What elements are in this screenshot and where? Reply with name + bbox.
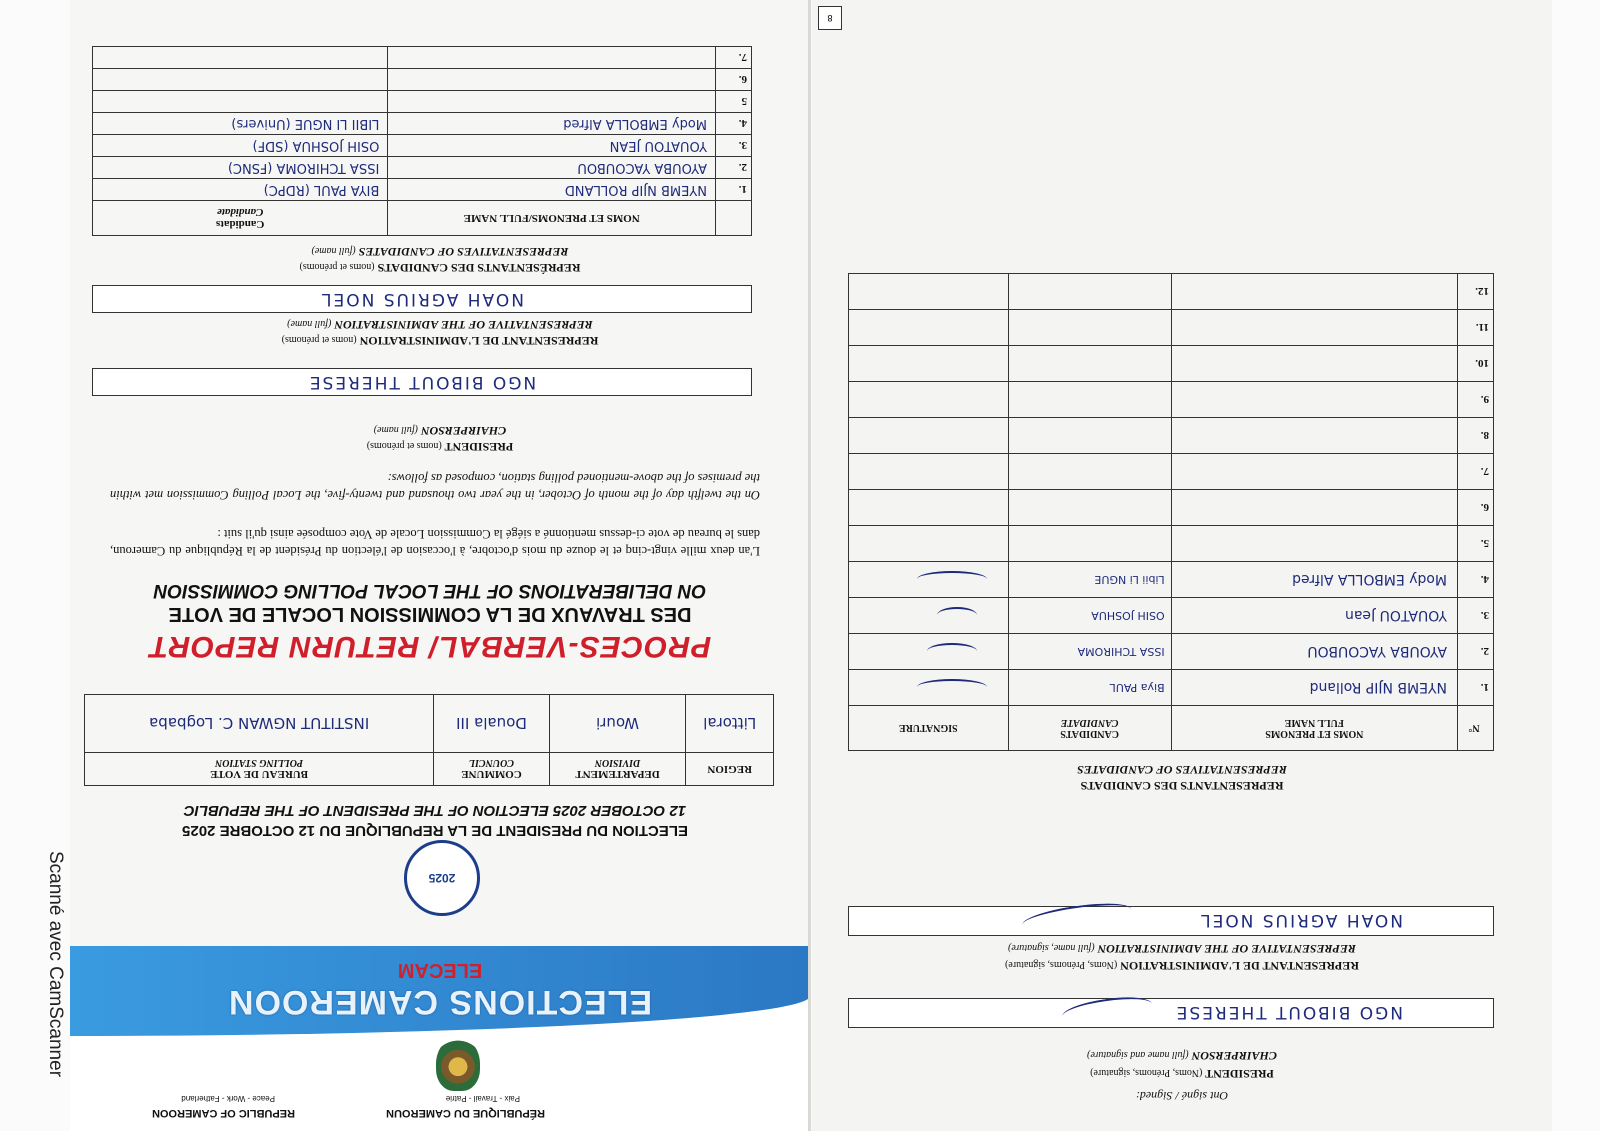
admin-field: NOAH AGRIUS NOEL (92, 285, 752, 313)
table-row: 8. (849, 418, 1494, 454)
table-row: 9. (849, 382, 1494, 418)
signature-icon (849, 598, 1009, 634)
table-row: 4. Mody EMBOLLA Alfred LIBII LI NGUE (Univers) (93, 113, 752, 135)
table-row: 12. (849, 274, 1494, 310)
motto-en: Peace - Work - Fatherland (181, 1094, 275, 1103)
header-polling-station: BUREAU DE VOTE POLLING STATION (85, 753, 434, 786)
signature-icon (849, 634, 1009, 670)
org-abbr: ELECAM (397, 959, 483, 981)
table-row: 6. (93, 69, 752, 91)
table-row: 1. NYEMB NJIP Rolland Biya PAUL (849, 670, 1494, 706)
scanner-watermark: Scanné avec CamScanner (45, 851, 66, 1078)
president-label: PRESIDENT (noms et prénoms) (366, 440, 514, 454)
region-value: Littoral (686, 695, 774, 753)
report-subtitle-fr: DES TRAVAUX DE LA COMMISSION LOCALE DE VOTE (168, 603, 692, 625)
letterhead (70, 956, 810, 1131)
department-value: Wouri (549, 695, 686, 753)
table-row: 6. (849, 490, 1494, 526)
r-candidates-label-en: REPRESENTATIVES OF CANDIDATES (1077, 763, 1287, 777)
signed-label: Ont signé / Signed: (1135, 1089, 1229, 1103)
table-row: 5 (93, 91, 752, 113)
table-row: 3. YOUATOU Jean OSIH JOSHUA (849, 598, 1494, 634)
table-row: 5. (849, 526, 1494, 562)
intro-paragraph-fr: L'an deux mille vingt-cinq et le douze du mois d'octobre, à l'occasion de l'élection du Président de la République du Cameroun, dans le bureau de vote ci-dessus mentionné a siégé la Commission Locale de Vote composée ainsi qu'il suit : (110, 527, 760, 558)
col-full-name: NOMS ET PRENOMS FULL NAME (1171, 706, 1457, 751)
representatives-signature-table (848, 273, 1494, 751)
r-admin-label: REPRESENTANT DE L'ADMINISTRATION (Noms, Prénoms, signature) (1005, 959, 1359, 973)
r-president-field: NGO BIBOUT THERESE (848, 998, 1494, 1028)
col-full-name: NOMS ET PRENOMS/FULL NAME (388, 201, 716, 236)
right-page (812, 0, 1552, 1131)
r-admin-label-en: REPRESENTATIVE OF THE ADMINISTRATION (full name, signature) (1008, 942, 1356, 956)
col-candidate: Candidats Candidate (93, 201, 388, 236)
signature-icon (849, 562, 1009, 598)
col-signature: SIGNATURE (849, 706, 1009, 751)
election-title-fr: ELECTION DU PRESIDENT DE LA REPUBLIQUE DU 12 OCTOBRE 2025 (182, 822, 688, 839)
table-row: 4. Mody EMBOLLA Alfred Libii Li NGUE (849, 562, 1494, 598)
republic-en: REPUBLIC OF CAMEROON (152, 1107, 295, 1119)
table-row: 3. YOUATOU JEAN OSIH JOSHUA (SDF) (93, 135, 752, 157)
table-row: 2. AYOUBA YACOUBOU ISSA TCHIROMA (FSNC) (93, 157, 752, 179)
table-row: 2. AYOUBA YACOUBOU ISSA TCHIROMA (849, 634, 1494, 670)
table-row: 11. (849, 310, 1494, 346)
table-row: 7. (849, 454, 1494, 490)
motto-fr: Paix - Travail - Patrie (445, 1094, 520, 1103)
president-field: NGO BIBOUT THERESE (92, 368, 752, 396)
col-number: N° (1458, 706, 1494, 751)
admin-label-en: REPRESENTATIVE OF THE ADMINISTRATION (full name) (287, 318, 593, 332)
election-title-en: 12 OCTOBER 2025 ELECTION OF THE PRESIDENT OF THE REPUBLIC (183, 802, 687, 819)
candidates-label: REPRÉSENTANTS DES CANDIDATS (noms et prénoms) (299, 261, 581, 275)
r-chairperson-label: CHAIRPERSON (full name and signature) (1087, 1049, 1277, 1063)
table-row: 1. NYEMB NJIP ROLLAND BIYA PAUL (RDPC) (93, 179, 752, 201)
election-2025-logo-icon: 2025 (404, 840, 480, 916)
chairperson-label: CHAIRPERSON (full name) (373, 424, 507, 438)
coat-of-arms-icon (436, 1037, 480, 1091)
candidates-label-en: REPRESENTATIVES OF CANDIDATES (full name) (311, 245, 569, 259)
r-admin-field: NOAH AGRIUS NOEL (848, 906, 1494, 936)
left-page (70, 0, 810, 1131)
candidates-table (92, 46, 752, 236)
signature-icon (849, 670, 1009, 706)
col-candidate: CANDIDATS CANDIDATE (1008, 706, 1171, 751)
page-number: 8 (818, 6, 842, 30)
r-candidates-label: REPRESENTANTS DES CANDIDATS (1080, 779, 1284, 793)
org-name: ELECTIONS CAMEROON (227, 983, 653, 1021)
table-row: 7. (93, 47, 752, 69)
report-subtitle-en: ON DELIBERATIONS OF THE LOCAL POLLING COMMISSION (153, 580, 707, 601)
report-title: PROCES-VERBAL/ RETURN REPORT (148, 630, 712, 663)
council-value: Douala III (434, 695, 550, 753)
header-region: REGION (686, 753, 774, 786)
republic-fr: RÉPUBLIQUE DU CAMEROUN (386, 1107, 545, 1119)
table-row: 10. (849, 346, 1494, 382)
page-fold-divider (808, 0, 811, 1131)
admin-label: REPRESENTANT DE L'ADMINISTRATION (noms et prénoms) (281, 334, 599, 348)
header-department: DEPARTEMENT DIVISION (549, 753, 686, 786)
polling-station-value: INSTITUT NGWAN C. Logbaba (85, 695, 434, 753)
location-table (84, 694, 774, 786)
header-council: COMMUNE COUNCIL (434, 753, 550, 786)
r-president-label: PRESIDENT (Noms, Prénoms, signature) (1090, 1067, 1274, 1081)
intro-paragraph-en: On the twelfth day of the month of October, in the year two thousand and twenty-five, the Local Polling Commission met within the premises of the above-mentioned polling station, composed as follows: (110, 471, 760, 502)
